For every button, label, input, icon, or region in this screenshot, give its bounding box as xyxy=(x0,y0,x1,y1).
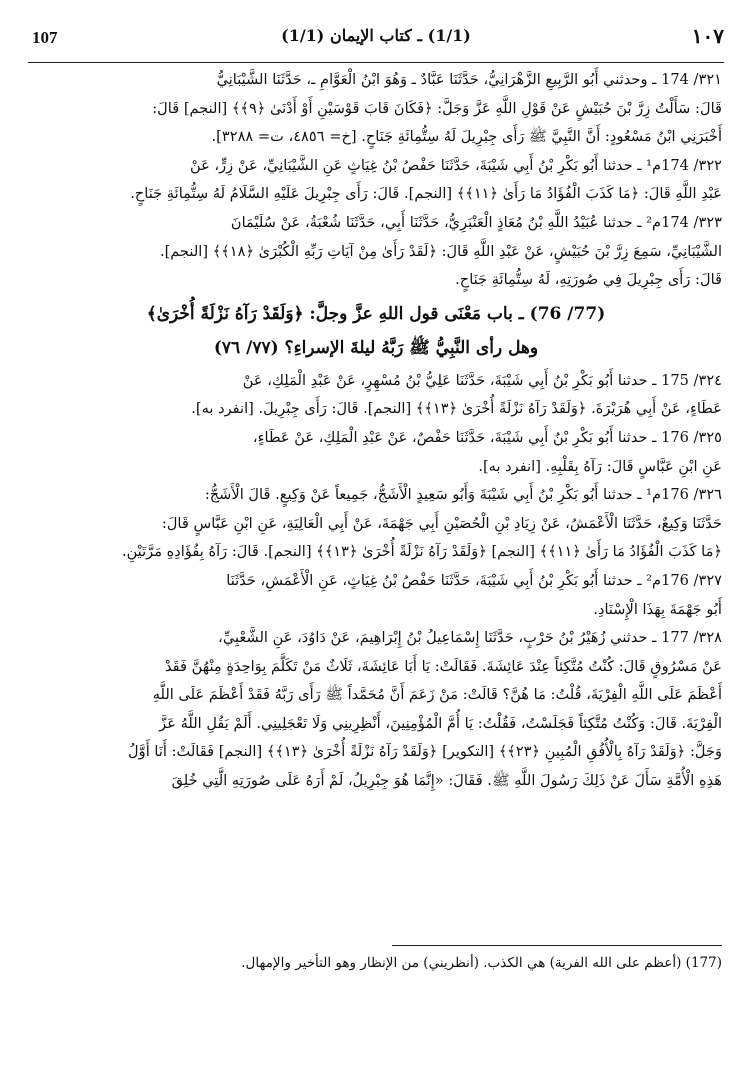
text-line: ٣٢٧/ 176م² ـ حدثنا أَبُو بَكْرِ بْنُ أَبِي شَيْبَةَ، حَدَّثَنَا حَفْصُ بْنُ غِيَاثٍ، عَنِ الْأَعْمَشِ، حَدَّثَنَا xyxy=(226,571,722,589)
text-line: عَنْ مَسْرُوقٍ قَالَ: كُنْتُ مُتَّكِئاً عِنْدَ عَائِشَةَ. فَقَالَتْ: يَا أَبَا عَائِشَةَ، ثَلَاثٌ مَنْ تَكَلَّمَ بِوَاحِدَةٍ مِنْهُنَّ فَقَدْ xyxy=(164,657,722,675)
text-line: أَعْظَمَ عَلَى اللَّهِ الْفِرْيَةَ، قُلْتُ: مَا هُنَّ؟ قَالَتْ: مَنْ زَعَمَ أَنَّ مُحَمَّداً ﷺ رَأَى رَبَّهُ فَقَدْ أَعْظَمَ عَلَى اللَّهِ xyxy=(152,686,722,704)
text-line: أَخْبَرَنِي ابْنُ مَسْعُودٍ: أَنَّ النَّبِيَّ ﷺ رَأَى جِبْرِيلَ لَهُ سِتُّمِائَةِ جَنَاحٍ. [خ= ٤٨٥٦، ت= ٣٢٨٨]. xyxy=(211,128,722,146)
hadith-324 xyxy=(30,367,722,424)
chapter-heading-line-1: (77/ 76) ـ باب مَعْنَى قول اللهِ عزَّ وجلَّ: ﴿وَلَقَدْ رَآهُ نَزْلَةً أُخْرَىٰ﴾ xyxy=(146,303,606,324)
text-line: الشَّيْبَانِيِّ، سَمِعَ زِرَّ بْنَ حُبَيْشٍ، عَنْ عَبْدِ اللَّهِ قَالَ: ﴿لَقَدْ رَأَىٰ مِنْ آيَاتِ رَبِّهِ الْكُبْرَىٰ ﴿١٨﴾﴾ [النجم]. xyxy=(159,242,722,260)
text-line: عَنِ ابْنِ عَبَّاسٍ قَالَ: رَآهُ بِقَلْبِهِ. [انفرد به]. xyxy=(478,457,722,475)
hadith-325 xyxy=(30,424,722,481)
text-line: قَالَ: رَأَى جِبْرِيلَ فِي صُورَتِهِ، لَهُ سِتُّمِائَةِ جَنَاحٍ. xyxy=(455,271,722,289)
text-line: ٣٢٣/ 174م² ـ حدثنا عُبَيْدُ اللَّهِ بْنُ مُعَاذٍ الْعَنْبَرِيُّ، حَدَّثَنَا أَبِي، حَدَّثَنَا شُعْبَةُ، عَنْ سُلَيْمَانَ xyxy=(230,213,722,231)
running-title: (1/1) ـ كتاب الإيمان (1/1) xyxy=(281,26,471,45)
text-line: قَالَ: سَأَلْتُ زِرَّ بْنَ حُبَيْشٍ عَنْ قَوْلِ اللَّهِ عَزَّ وَجَلَّ: ﴿فَكَانَ قَابَ قَوْسَيْنِ أَوْ أَدْنَىٰ ﴿٩﴾﴾ [النجم] قَالَ: xyxy=(152,99,722,117)
text-line: ٣٢١/ 174 ـ وحدثني أَبُو الرَّبِيعِ الزَّهْرَانِيُّ، حَدَّثَنَا عَبَّادٌ ـ وَهُوَ ابْنُ الْعَوَّامِ ـ، حَدَّثَنَا الشَّيْبَانِيُّ xyxy=(216,71,722,88)
hadith-323 xyxy=(30,209,722,295)
hadith-328 xyxy=(30,624,722,796)
page-number-arabic: ١٠٧ xyxy=(691,24,724,48)
hadith-321 xyxy=(30,66,722,152)
header-rule xyxy=(28,62,724,63)
page-number-latin: 107 xyxy=(32,28,58,47)
text-line: ٣٢٨/ 177 ـ حدثني زُهَيْرُ بْنُ حَرْبٍ، حَدَّثَنَا إِسْمَاعِيلُ بْنُ إِبْرَاهِيمَ، عَنْ دَاوُدَ، عَنِ الشَّعْبِيِّ، xyxy=(218,629,722,647)
text-line: أَبُو جَهْمَةَ بِهَذَا الْإِسْنَادِ. xyxy=(593,600,722,618)
text-line: ٣٢٥/ 176 ـ حدثنا أَبُو بَكْرِ بْنُ أَبِي شَيْبَةَ، حَدَّثَنَا حَفْصٌ، عَنْ عَبْدِ الْمَلِكِ، عَنْ عَطَاءٍ، xyxy=(252,428,722,446)
chapter-heading xyxy=(30,297,722,365)
footnote: (177) (أعظم على الله الفرية) هي الكذب. (أنظريني) من الإنظار وهو التأخير والإمهال. xyxy=(241,955,722,971)
hadith-327 xyxy=(30,567,722,624)
hadith-326 xyxy=(30,481,722,567)
hadith-322 xyxy=(30,152,722,209)
text-line: ٣٢٤/ 175 ـ حدثنا أَبُو بَكْرِ بْنُ أَبِي شَيْبَةَ، حَدَّثَنَا عَلِيُّ بْنُ مُسْهِرٍ، عَنْ عَبْدِ الْمَلِكِ، عَنْ xyxy=(242,371,722,389)
text-line: ٣٢٦/ 176م¹ ـ حدثنا أَبُو بَكْرِ بْنُ أَبِي شَيْبَةَ وَأَبُو سَعِيدٍ الْأَشَجُّ، جَمِيعاً عَنْ وَكِيعٍ. قَالَ الْأَشَجُّ: xyxy=(204,486,722,504)
text-line: ﴿مَا كَذَبَ الْفُؤَادُ مَا رَأَىٰ ﴿١١﴾﴾ [النجم] ﴿وَلَقَدْ رَآهُ نَزْلَةً أُخْرَىٰ ﴿١٣﴾﴾ [النجم]. قَالَ: رَآهُ بِفُؤَادِهِ مَرَّتَيْنِ. xyxy=(121,543,722,561)
chapter-heading-line-2: وهل رأى النَّبِيُّ ﷺ رَبَّهُ ليلةَ الإسراءِ؟ (٧٧/ ٧٦) xyxy=(213,337,539,358)
footnote-rule xyxy=(392,945,722,946)
text-line: الْفِرْيَةَ. قَالَ: وَكُنْتُ مُتَّكِئاً فَجَلَسْتُ، فَقُلْتُ: يَا أُمَّ الْمُؤْمِنِينَ، أَنْظِرِينِي وَلَا تَعْجَلِينِي. أَلَمْ يَقُلِ اللَّهُ عَزَّ xyxy=(159,714,722,732)
text-line: حَدَّثَنَا وَكِيعٌ، حَدَّثَنَا الْأَعْمَشُ، عَنْ زِيَادِ بْنِ الْحُصَيْنِ أَبِي جَهْمَةَ، عَنْ أَبِي الْعَالِيَةِ، عَنِ ابْنِ عَبَّاسٍ قَالَ: xyxy=(161,514,722,532)
text-line: عَطَاءٍ، عَنْ أَبِي هُرَيْرَةَ. ﴿وَلَقَدْ رَآهُ نَزْلَةً أُخْرَىٰ ﴿١٣﴾﴾ [النجم]. قَالَ: رَأَى جِبْرِيلَ. [انفرد به]. xyxy=(191,400,722,418)
text-line: ٣٢٢/ 174م¹ ـ حدثنا أَبُو بَكْرِ بْنُ أَبِي شَيْبَةَ، حَدَّثَنَا حَفْصُ بْنُ غِيَاثٍ عَنِ الشَّيْبَانِيِّ، عَنْ زِرٍّ، عَنْ xyxy=(189,156,722,174)
text-line: هَذِهِ الْأُمَّةِ سَأَلَ عَنْ ذَلِكَ رَسُولَ اللَّهِ ﷺ. فَقَالَ: «إِنَّمَا هُوَ جِبْرِيلُ، لَمْ أَرَهُ عَلَى صُورَتِهِ الَّتِي خُلِقَ xyxy=(171,772,722,790)
page-header xyxy=(28,22,724,52)
text-line: وَجَلَّ: ﴿وَلَقَدْ رَآهُ بِالْأُفُقِ الْمُبِينِ ﴿٢٣﴾﴾ [التكوير] ﴿وَلَقَدْ رَآهُ نَزْلَةً أُخْرَىٰ ﴿١٣﴾﴾ [النجم] فَقَالَتْ: أَنَا أَوَّلُ xyxy=(128,743,722,761)
text-line: عَبْدِ اللَّهِ قَالَ: ﴿مَا كَذَبَ الْفُؤَادُ مَا رَأَىٰ ﴿١١﴾﴾ [النجم]. قَالَ: رَأَى جِبْرِيلَ عَلَيْهِ السَّلَامُ لَهُ سِتُّمِائَةِ جَنَاحٍ. xyxy=(130,185,722,203)
text-body xyxy=(30,66,722,796)
